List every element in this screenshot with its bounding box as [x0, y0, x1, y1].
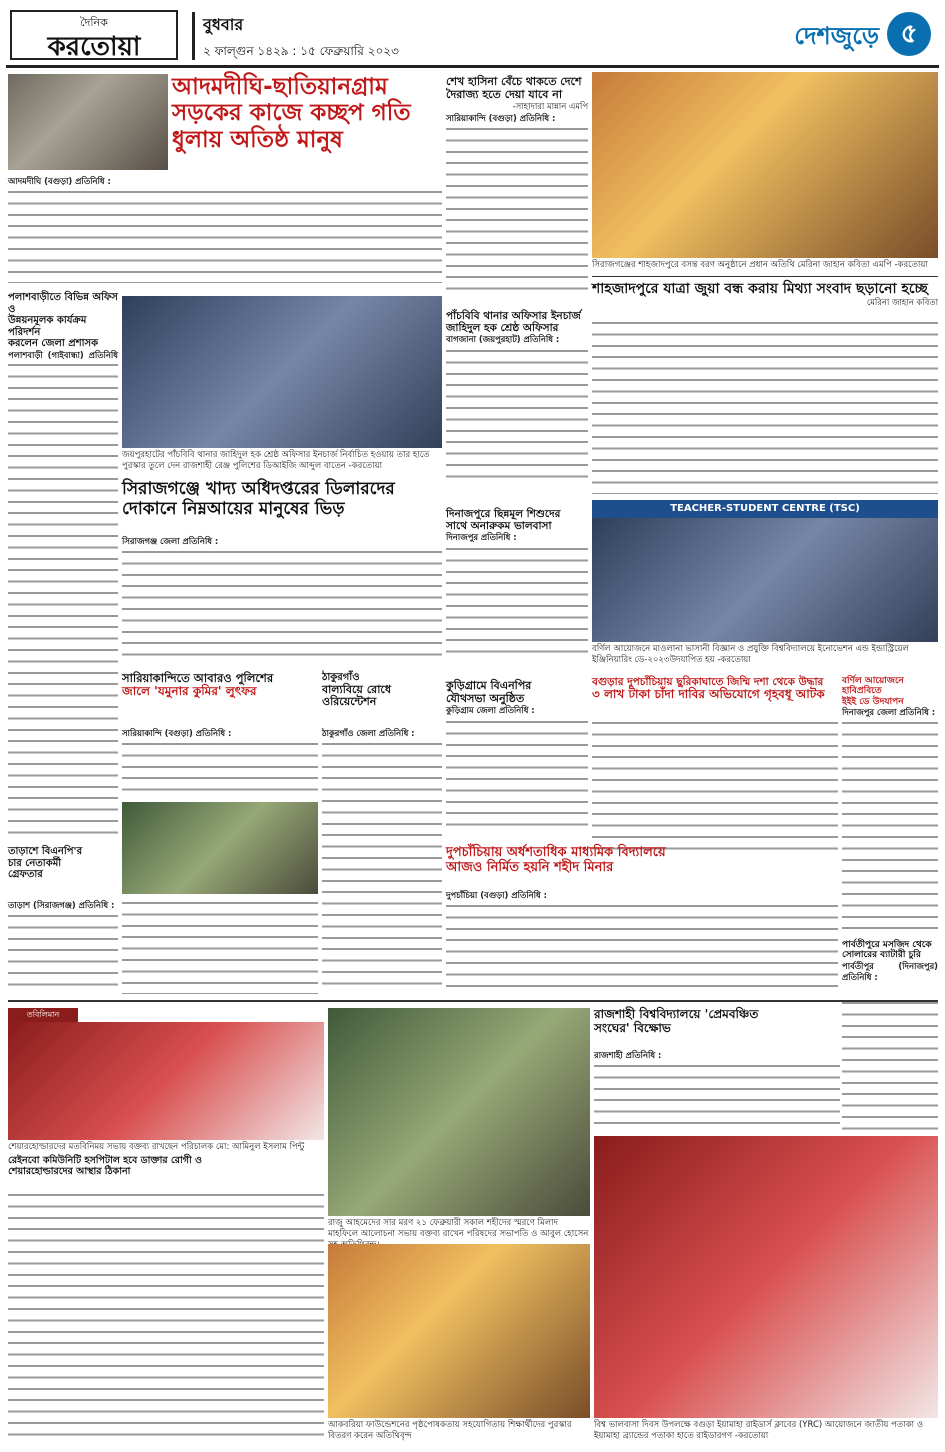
a18-title1: রেইনবো কমিউনিটি হসপিটাল হবে ডাক্তার রোগী ও [8, 1155, 202, 1166]
newspaper-logo [10, 10, 178, 60]
article-17 [842, 940, 938, 996]
tsc-banner: TEACHER-STUDENT CENTRE (TSC) [592, 500, 938, 518]
a15-title1: তাড়াশে বিএনপি'র [8, 846, 83, 857]
a2-title1: শেখ হাসিনা বেঁচে থাকতে দেশে [446, 75, 582, 88]
article-4-headline [8, 292, 118, 358]
a7-title2: সাথে অনারুকম ভালবাসা [446, 520, 552, 533]
a2-byline: -সাহাদারা মান্নান এমপি [512, 101, 588, 112]
a8-lead: সিরাজগঞ্জ জেলা প্রতিনিধি : [122, 536, 219, 546]
a10-title2: যৌথসভা অনুষ্ঠিত [446, 691, 525, 705]
a11-text [592, 718, 838, 858]
a17-text [842, 998, 938, 1132]
a17-title1: পার্বতীপুরে মসজিদ থেকে [842, 940, 932, 950]
a1-lead: আদমদীঘি (বগুড়া) প্রতিনিধি : [8, 176, 111, 186]
a20-text [594, 1061, 840, 1129]
article-16-headline [446, 846, 838, 888]
a12-text [842, 718, 938, 934]
arrest-photo [122, 802, 318, 894]
a15-title2: চার নেতাকর্মী [8, 857, 62, 869]
a15-text [8, 911, 118, 991]
a6-title2: জাহিদুল হক শ্রেষ্ঠ অফিসার [446, 322, 559, 335]
a1-title1: আদমদীঘি-ছাতিয়ানগ্রাম [172, 74, 388, 100]
a3-title: শাহজাদপুরে যাত্রা জুয়া বন্ধ করায় মিথ্যা সংবাদ ছড়ানো হচ্ছে [592, 281, 928, 297]
road-photo [8, 74, 168, 170]
article-15-body [8, 900, 118, 994]
a16-text [446, 901, 838, 993]
a2-lead: সারিয়াকান্দি (বগুড়া) প্রতিনিধি : [446, 112, 556, 123]
meeting-banner: তবিলিমান [8, 1008, 78, 1022]
a12-lead: দিনাজপুর জেলা প্রতিনিধি : [842, 707, 936, 718]
article-13-top [122, 728, 318, 800]
meeting-photo [8, 1022, 324, 1140]
a17-lead: পার্বতীপুর (দিনাজপুর) প্রতিনিধি : [842, 960, 938, 983]
article-1-headline [172, 74, 442, 170]
a6-title1: পাঁচবিবি থানার অফিসার ইনচার্জ [446, 310, 581, 322]
article-1-body [8, 176, 442, 284]
a1-text [8, 187, 442, 283]
a13-lead: সারিয়াকান্দি (বগুড়া) প্রতিনিধি : [122, 728, 232, 738]
day-label: বুধবার [203, 15, 244, 34]
a14-lead: ঠাকুরগাঁও জেলা প্রতিনিধি : [322, 728, 415, 738]
a7-text [446, 544, 588, 662]
a20-lead: রাজশাহী প্রতিনিধি : [594, 1050, 662, 1060]
a19-caption2: আকবরিয়া ফাউন্ডেশনের পৃষ্ঠপোষকতায় সহযোগিতায় শিক্ষার্থীদের পুরস্কার বিতরণ করেন অতিথিবৃন্দ [328, 1420, 572, 1441]
a16-title2: আজও নির্মিত হয়নি শহীদ মিনার [446, 859, 614, 875]
a20-title1: রাজশাহী বিশ্ববিদ্যালয়ে 'প্রেমবঞ্চিত [594, 1007, 759, 1021]
a12-title1: বর্ণিল আয়োজনে হাবিপ্রবিতে [842, 676, 904, 697]
logo-small: দৈনিক [80, 16, 108, 29]
article-18-headline [8, 1156, 324, 1188]
a6-text [446, 346, 588, 486]
a2-title2: দৈরাজ্য হতে দেয়া যাবে না [446, 87, 563, 101]
section-divider [8, 1000, 938, 1002]
article-14-headline [322, 672, 442, 726]
a13-text-bottom [122, 898, 318, 994]
article-16-body [446, 890, 838, 996]
article-14-body [322, 728, 442, 994]
logo-name: করতোয়া [47, 32, 141, 62]
a8-title2: দোকানে নিম্নআয়ের মানুষের ভিড় [122, 498, 345, 519]
a4-text [8, 360, 118, 840]
article-8-headline [122, 480, 442, 532]
article-7 [446, 508, 588, 674]
a14-text [322, 739, 442, 989]
spring-event-photo [592, 72, 938, 258]
a13-title2: জালে 'যমুনার কুমির' লুৎফর [122, 684, 257, 699]
article-12 [842, 676, 938, 936]
a17-title2: সোলারের ব্যাটারী চুরি [842, 950, 921, 961]
a11-title1: বগুড়ার দুপচাঁচিয়ায় ছুরিকাঘাতে জিম্মি দশা থেকে উদ্ধার [592, 676, 824, 688]
a10-title1: কুড়িগ্রামে বিএনপির [446, 679, 532, 692]
a18-title2: শেয়ারহোল্ডারদের আস্থার ঠিকানা [8, 1165, 131, 1177]
a5-caption: জয়পুরহাটের পাঁচবিবি থানার জাহিদুল হক শ্রেষ্ঠ অফিসার ইনচার্জ নির্বাচিত হওয়ায় তার হাতে পুরস্কার তুলে দেন রাজশাহী রেঞ্জ পুলিশের ডিআইজি আব্দুল বাতেন -করতোয়া [122, 450, 430, 471]
a16-lead: দুপচাঁচিয়া (বগুড়া) প্রতিনিধি : [446, 890, 547, 900]
a10-text [446, 717, 588, 829]
a11-title2: ৩ লাখ টাকা চাঁদা দাবির অভিযোগে গৃহবধূ আটক [592, 687, 825, 702]
a4-title1: পলাশবাড়ীতে বিভিন্ন অফিস ও [8, 292, 118, 315]
article-6 [446, 310, 588, 500]
a7-title1: দিনাজপুরে ছিন্নমূল শিশুদের [446, 508, 561, 520]
article-10 [446, 680, 588, 840]
a9-caption: বর্ণিল আয়োজনে মাওলানা ভাসানী বিজ্ঞান ও প্রযুক্তি বিশ্ববিদ্যালয়ে ইনোভেশন এন্ড ইন্ডাস্ট্রিয়েল ইঞ্জিনিয়ারিং ডে-২০২৩উদযাপিত হয় -করতোয়া [592, 644, 909, 665]
article-20-body [594, 1050, 840, 1132]
tsc-photo [592, 518, 938, 642]
a18-caption: শেয়ারহোল্ডারদের মতবিনিময় সভায় বক্তব্য রাখছেন পরিচালক মো: আমিনুল ইসলাম পিন্টু [8, 1142, 305, 1152]
date-box [192, 12, 412, 60]
a1-title2: সড়কের কাজে কচ্ছপ গতি [172, 100, 411, 127]
article-20-headline [594, 1008, 840, 1048]
a16-title1: দুপচাঁচিয়ায় অর্ধশতাধিক মাধ্যমিক বিদ্যালয়ে [446, 845, 666, 860]
a13-title1: সারিয়াকান্দিতে আবারও পুলিশের [122, 671, 274, 685]
a4-lead: পলাশবাড়ী (গাইবান্ধা) প্রতিনিধি [8, 349, 118, 360]
a20-title2: সংঘের' বিক্ষোভ [594, 1020, 671, 1035]
masthead [6, 4, 939, 68]
a3-byline: মেরিনা জাহান কবিতা [866, 297, 938, 308]
police-award-photo [122, 296, 442, 448]
a8-text [122, 547, 442, 663]
a13-text-top [122, 739, 318, 797]
page-number: ৫ [887, 12, 931, 56]
prize-photo [328, 1244, 590, 1418]
article-8-body [122, 536, 442, 666]
a6-lead: বাগজানা (জয়পুরহাট) প্রতিনিধি : [446, 334, 560, 345]
a14-title3: ওরিয়েন্টেশন [322, 695, 377, 709]
a4-title3: করলেন জেলা প্রশাসক [8, 338, 99, 349]
a8-title1: সিরাজগঞ্জে খাদ্য অধিদপ্তরের ডিলারদের [122, 479, 395, 499]
article-15-headline [8, 846, 118, 898]
a14-title2: বাল্যবিয়ে রোধে [322, 682, 391, 696]
a3-text [592, 318, 938, 494]
a3-caption: সিরাজগঞ্জের শাহজাদপুরে বসন্ত বরণ অনুষ্ঠানে প্রধান অতিথি মেরিনা জাহান কবিতা এমপি -করতোয়া [592, 260, 928, 270]
a21-caption: বিশ্ব ভালবাসা দিবস উপলক্ষে বগুড়া ইয়ামাহা রাইডার্স ক্লাবের (YRC) আয়োজনে জাতীয় পতাকা ও ইয়ামাহা ব্র্যান্ডের পতাকা হাতে রাইডারগণ -করতোয়া [594, 1420, 924, 1441]
a12-title2: ইইই ডে উদযাপন [842, 696, 904, 707]
a15-lead: তাড়াশ (সিরাজগঞ্জ) প্রতিনিধি : [8, 900, 115, 910]
date-label: ২ ফাল্গুন ১৪২৯ : ১৫ ফেব্রুয়ারি ২০২৩ [203, 44, 399, 58]
a18-text [8, 1190, 324, 1444]
a4-title2: উন্নয়নমূলক কার্যক্রম পরিদর্শন [8, 315, 87, 338]
a10-lead: কুড়িগ্রাম জেলা প্রতিনিধি : [446, 705, 535, 716]
a1-title3: ধুলায় অতিষ্ঠ মানুষ [172, 126, 343, 153]
a7-lead: দিনাজপুর প্রতিনিধি : [446, 532, 517, 543]
a14-title1: ঠাকুরগাঁও [322, 672, 360, 683]
article-3-headline [592, 276, 938, 316]
a19-caption: রাজু আহমেদের সার মরণ ২১ ফেব্রুয়ারী সকাল শহীদের স্মরণে মিলাদ মাহফিলে আলোচনা সভায় বক্তব্য রাখেন পরিষদের সভাপতি ও আবুল হোসেন [328, 1218, 589, 1239]
article-11-headline [592, 676, 838, 716]
article-13-headline [122, 672, 318, 724]
article-2 [446, 76, 588, 306]
milad-photo [328, 1008, 590, 1216]
section-name: দেশজুড়ে [794, 22, 879, 50]
a2-text [446, 124, 588, 294]
riders-photo [594, 1136, 938, 1418]
a15-title3: গ্রেফতার [8, 869, 43, 880]
